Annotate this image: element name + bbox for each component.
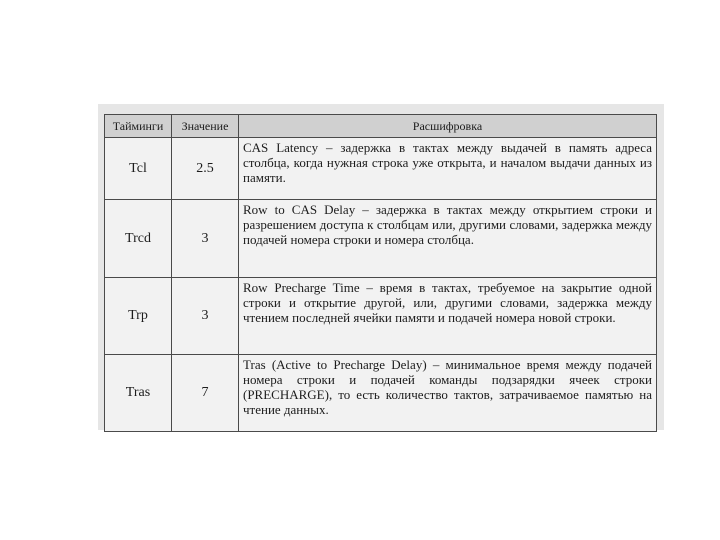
table-row [105, 200, 657, 278]
timing-description: Tras (Active to Precharge Delay) – минимальное время между подачей номера строки и подачей команды подзарядки ячеек строки (PRECHARGE), то есть количество тактов, затрачиваемое памятью на чтение данных. [239, 355, 657, 432]
timing-name: Trcd [105, 200, 172, 278]
timing-name: Tcl [105, 138, 172, 200]
timing-description: Row Precharge Time – время в тактах, требуемое на закрытие одной строки и открытие другой, или, другими словами, задержка между чтением последней ячейки памяти и подачей номера новой строки. [239, 278, 657, 355]
table-row [105, 278, 657, 355]
timing-name: Trp [105, 278, 172, 355]
timing-name: Tras [105, 355, 172, 432]
table-row [105, 138, 657, 200]
header-description: Расшифровка [239, 115, 657, 138]
timing-description: CAS Latency – задержка в тактах между выдачей в память адреса столбца, когда нужная строка уже открыта, и началом выдачи данных из памяти. [239, 138, 657, 200]
timing-value: 7 [172, 355, 239, 432]
table-header-row [105, 115, 657, 138]
timing-value: 3 [172, 278, 239, 355]
timing-value: 3 [172, 200, 239, 278]
header-timings: Тайминги [105, 115, 172, 138]
timings-table [104, 114, 657, 432]
timing-value: 2.5 [172, 138, 239, 200]
table-row [105, 355, 657, 432]
header-value: Значение [172, 115, 239, 138]
timing-description: Row to CAS Delay – задержка в тактах между открытием строки и разрешением доступа к столбцам или, другими словами, задержка между подачей номера строки и номера столбца. [239, 200, 657, 278]
